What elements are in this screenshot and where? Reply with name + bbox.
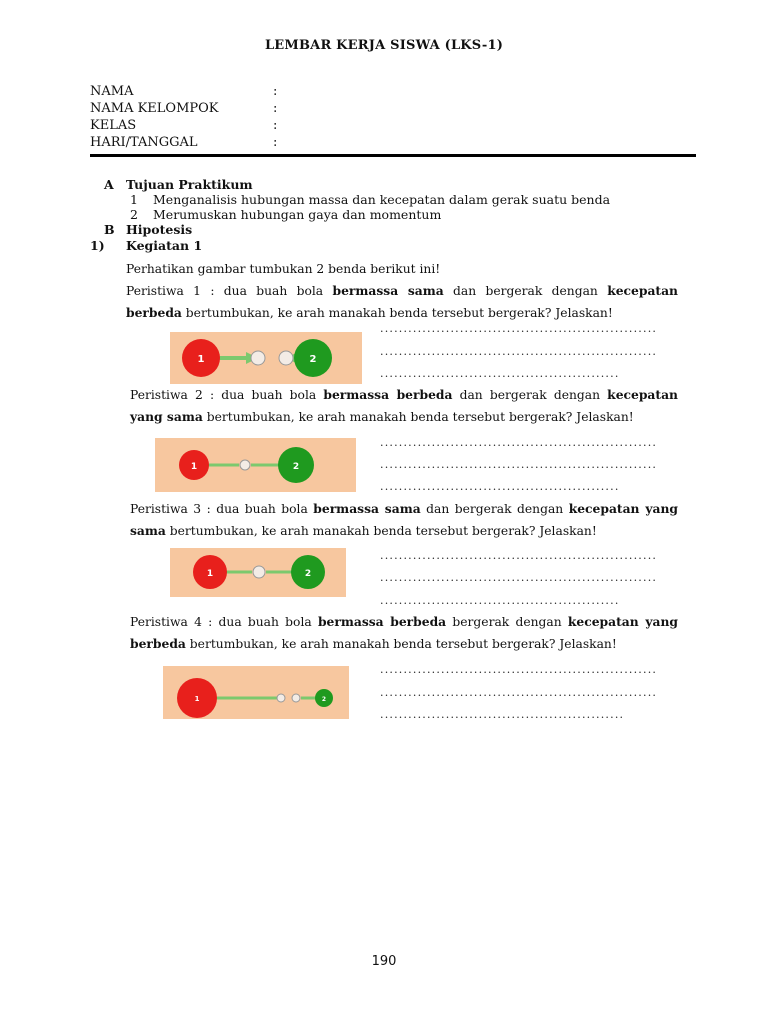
event-4-text: Peristiwa 4 : dua buah bola bermassa berbeda bergerak dengan kecepatan yang berbeda bertumbukan, ke arah manakah benda tersebut bergerak? Jelaskan! <box>130 614 678 651</box>
field-label-nama: NAMA <box>90 84 134 99</box>
page-title: LEMBAR KERJA SISWA (LKS-1) <box>264 38 504 53</box>
activity-heading: Kegiatan 1 <box>126 238 203 253</box>
ghost-ball-1 <box>251 351 265 365</box>
answer-line-2-2[interactable]: ........................................................... <box>380 458 658 471</box>
header-divider <box>90 154 696 157</box>
event-3-text: Peristiwa 3 : dua buah bola bermassa sama dan bergerak dengan kecepatan yang sama bertumbukan, ke arah manakah benda tersebut bergerak? Jelaskan! <box>130 501 678 538</box>
answer-line-4-2[interactable]: ........................................................... <box>380 686 658 699</box>
section-a-heading: Tujuan Praktikum <box>126 177 253 192</box>
answer-line-1-2[interactable]: ........................................................... <box>380 345 658 358</box>
intro-text: Perhatikan gambar tumbukan 2 benda berikut ini! <box>126 262 441 276</box>
figure-event-1 <box>170 332 362 384</box>
answer-line-1-1[interactable]: ........................................................... <box>380 322 658 335</box>
page-number: 190 <box>371 954 397 969</box>
answer-line-2-3[interactable]: ................................................... <box>380 480 620 493</box>
answer-line-3-2[interactable]: ........................................................... <box>380 571 658 584</box>
answer-line-2-1[interactable]: ........................................................... <box>380 436 658 449</box>
field-label-nama-kelompok: NAMA KELOMPOK <box>90 101 219 116</box>
answer-line-4-3[interactable]: .................................................... <box>380 708 625 721</box>
answer-line-4-1[interactable]: ........................................................... <box>380 663 658 676</box>
field-colon-nama-kelompok: : <box>273 101 278 116</box>
answer-line-3-1[interactable]: ........................................................... <box>380 549 658 562</box>
section-a-letter: A <box>104 177 114 192</box>
ghost-ball-2 <box>279 351 293 365</box>
ball-2-label: 2 <box>321 696 327 703</box>
ball-1-label: 1 <box>206 569 214 579</box>
activity-number: 1) <box>90 238 105 253</box>
objective-num-1: 1 <box>130 192 138 207</box>
ball-1-label: 1 <box>190 462 198 472</box>
ball-2-label: 2 <box>292 462 300 472</box>
event-2-text: Peristiwa 2 : dua buah bola bermassa berbeda dan bergerak dengan kecepatan yang sama bertumbukan, ke arah manakah benda tersebut bergerak? Jelaskan! <box>130 387 678 424</box>
ghost-ball-1 <box>253 566 265 578</box>
ball-1-label: 1 <box>194 695 200 703</box>
field-colon-nama: : <box>273 84 278 99</box>
ball-2-label: 2 <box>304 569 312 579</box>
answer-line-1-3[interactable]: ................................................... <box>380 367 620 380</box>
figure-event-2 <box>155 438 356 492</box>
field-label-hari-tanggal: HARI/TANGGAL <box>90 135 198 150</box>
ghost-ball-1 <box>277 694 285 702</box>
objective-text-2: Merumuskan hubungan gaya dan momentum <box>153 207 442 222</box>
field-colon-kelas: : <box>273 118 278 133</box>
ball-1-label: 1 <box>197 354 205 365</box>
ball-2-label: 2 <box>309 354 317 365</box>
section-b-heading: Hipotesis <box>126 222 193 237</box>
objective-num-2: 2 <box>130 207 138 222</box>
figure-event-4 <box>163 666 349 719</box>
field-label-kelas: KELAS <box>90 118 137 133</box>
ghost-ball-2 <box>292 694 300 702</box>
figure-event-3 <box>170 548 346 597</box>
objective-text-1: Menganalisis hubungan massa dan kecepatan dalam gerak suatu benda <box>153 192 611 207</box>
section-b-letter: B <box>104 222 115 237</box>
event-1-text: Peristiwa 1 : dua buah bola bermassa sama dan bergerak dengan kecepatan berbeda bertumbukan, ke arah manakah benda tersebut bergerak? Jelaskan! <box>126 283 678 320</box>
answer-line-3-3[interactable]: ................................................... <box>380 594 620 607</box>
ghost-ball-1 <box>240 460 250 470</box>
field-colon-hari-tanggal: : <box>273 135 278 150</box>
